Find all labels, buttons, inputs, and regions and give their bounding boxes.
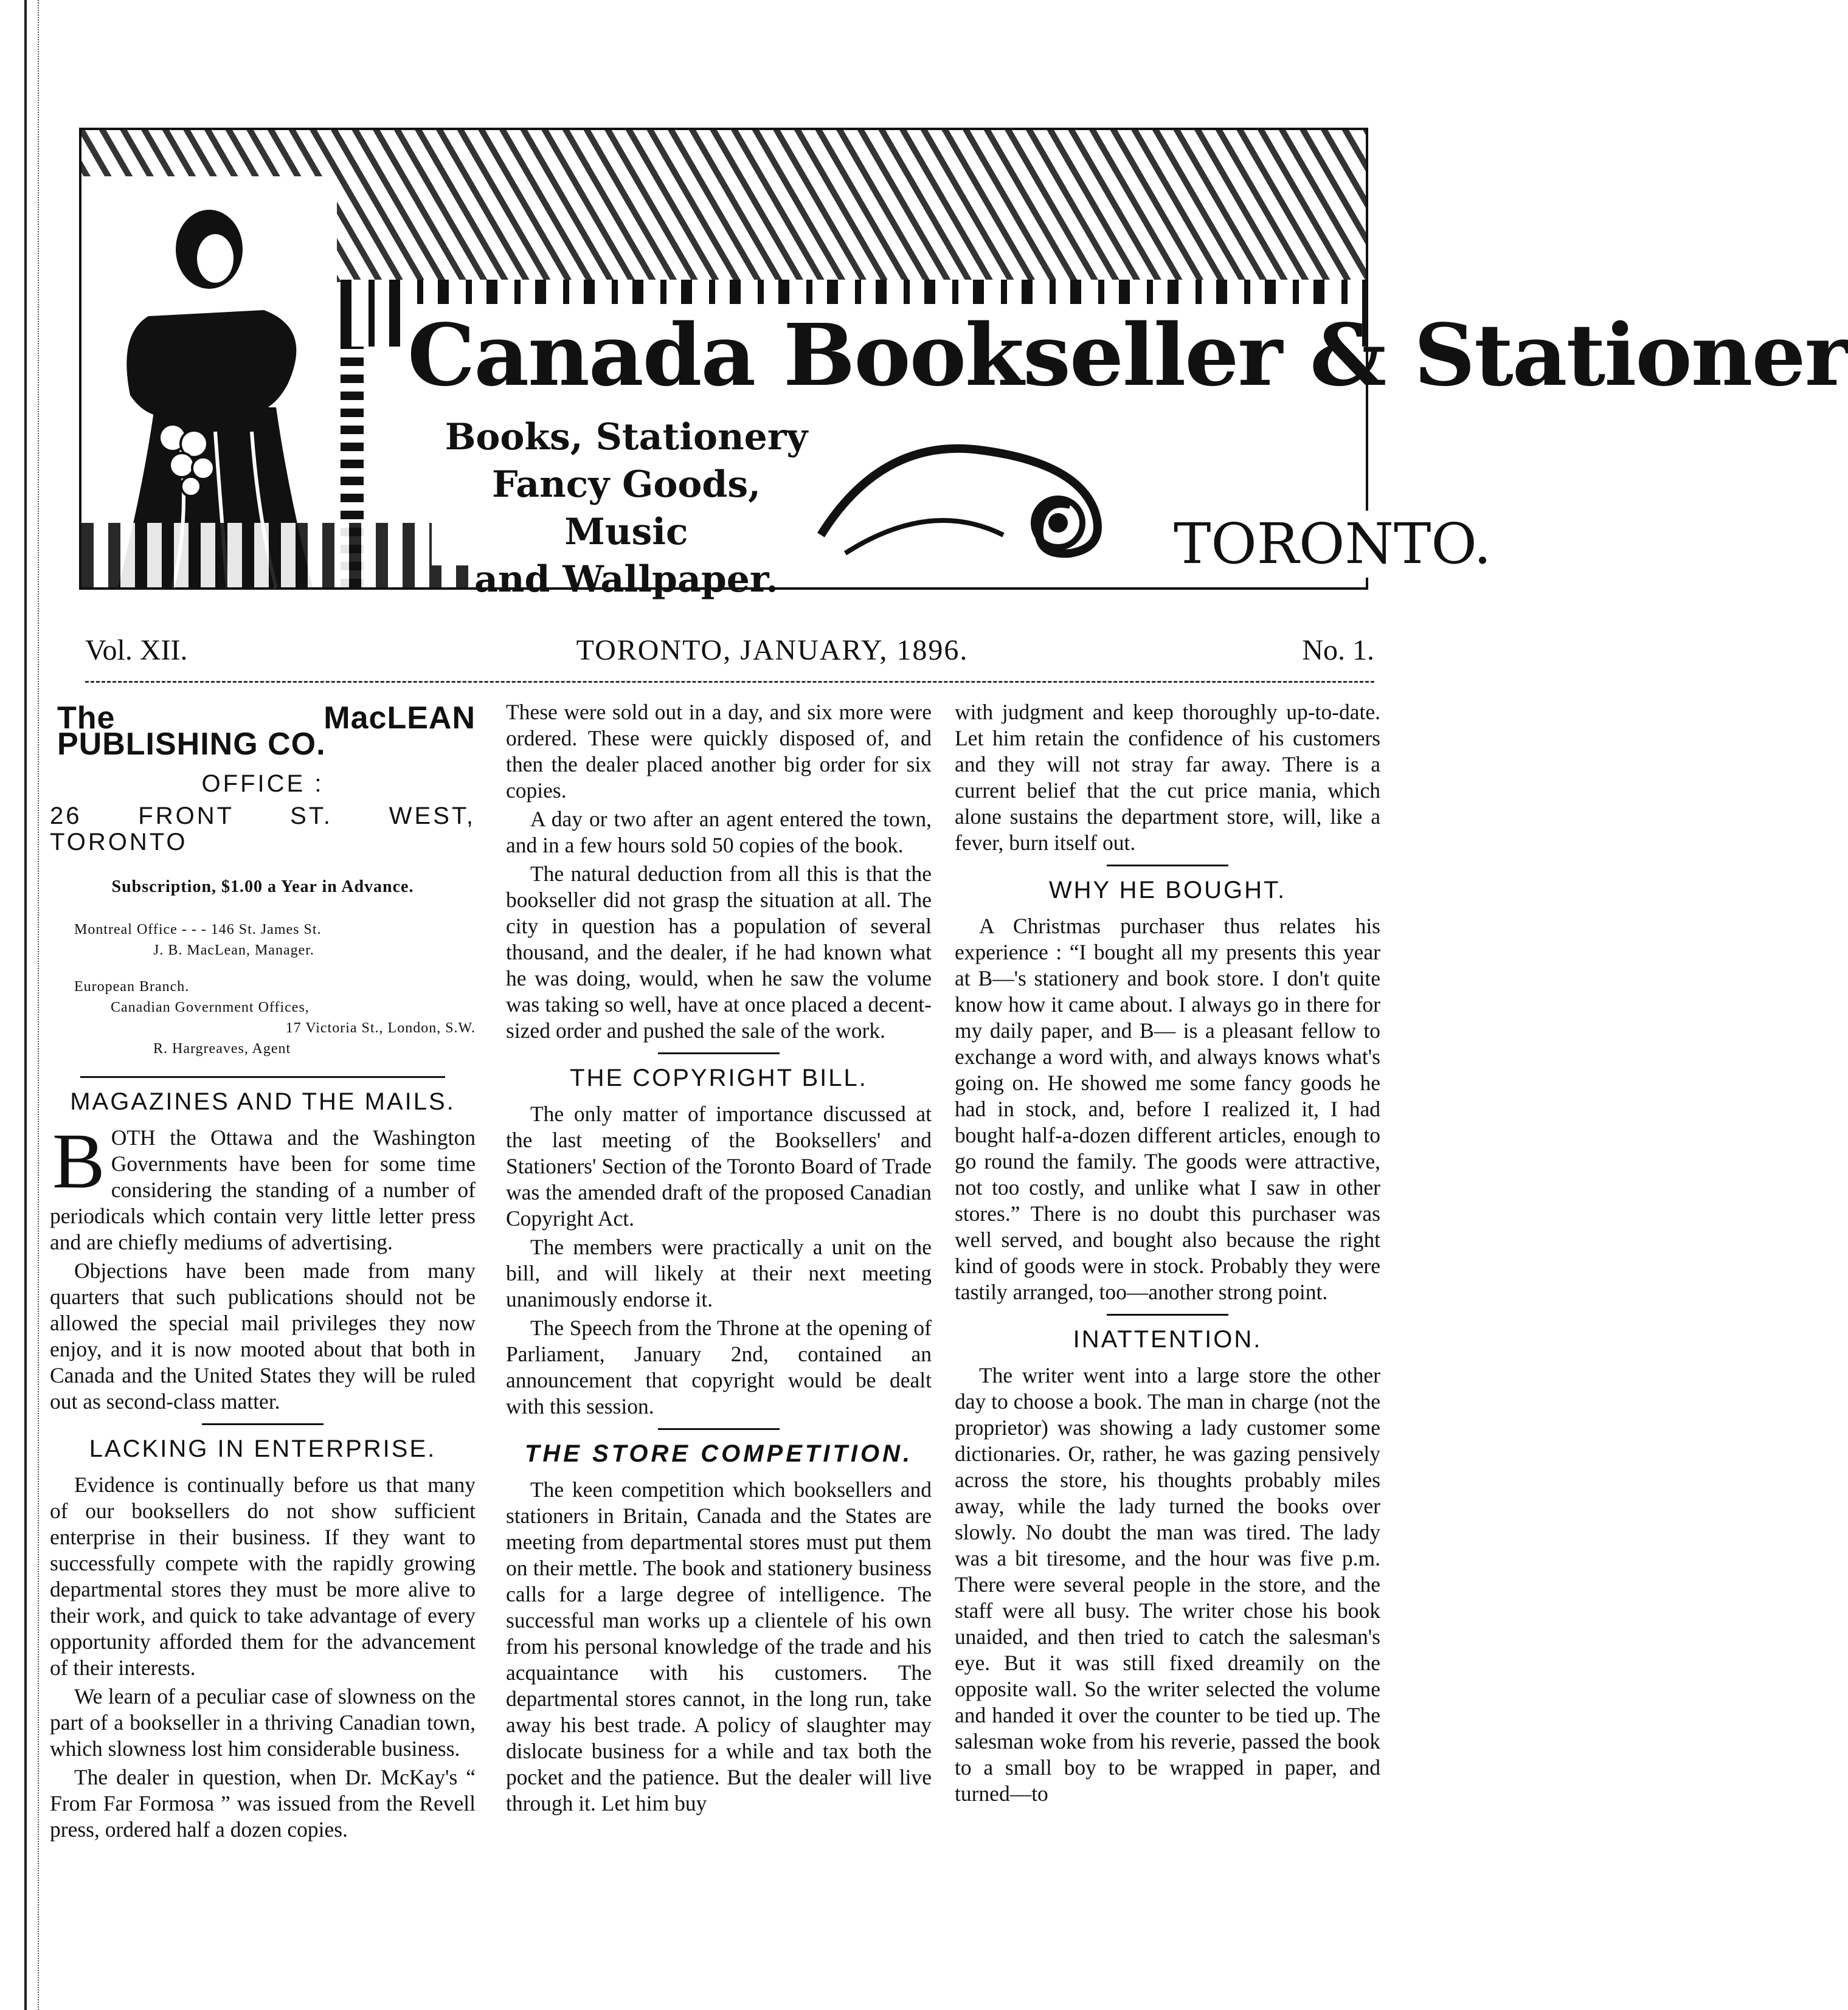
european-branch: European Branch. [74, 979, 190, 995]
article-text: OTH the Ottawa and the Washington Governments have been for some time considering the standing of a number of periodicals which contain very little letter press and are chiefly mediums of advertising. [50, 1125, 476, 1254]
masthead-subtitle-line: Fancy Goods, Music [491, 463, 761, 553]
section-divider [1107, 1314, 1228, 1316]
section-divider [202, 1423, 324, 1425]
article-paragraph: The natural deduction from all this is that the bookseller did not grasp the situation at all. The city in question has a population of several thousand, and the dealer, if he had known what he was doing, would, when he saw the volume was taking so well, have at once placed a decent-sized order and pushed the sale of the work. [506, 862, 932, 1043]
article-heading-magazines: MAGAZINES AND THE MAILS. [70, 1088, 455, 1115]
article-heading-inattention: INATTENTION. [1073, 1326, 1262, 1353]
article-heading-copyright: THE COPYRIGHT BILL. [570, 1065, 868, 1091]
european-office: Canadian Government Offices, [111, 1000, 310, 1015]
section-divider [658, 1428, 780, 1430]
column-3 [955, 699, 1380, 1982]
article-paragraph: The Speech from the Throne at the opening of Parliament, January 2nd, contained an announcement that copyright would be dealt with this session. [506, 1316, 932, 1418]
publisher-address: 26 FRONT ST. WEST, TORONTO [50, 803, 476, 855]
article-paragraph: Evidence is continually before us that many of our booksellers do not show sufficient enterprise in their business. If they want to successfully compete with the rapidly growing departmental stores they must be more alive to their work, and quick to take advantage of every opportunity afforded them for the advancement of their interests. [50, 1473, 476, 1680]
drop-cap-letter: B [52, 1117, 105, 1205]
montreal-manager: J. B. MacLean, Manager. [153, 942, 314, 958]
article-paragraph [50, 1117, 476, 1255]
publisher-subscription: Subscription, $1.00 a Year in Advance. [111, 877, 414, 896]
issue-volume: Vol. XII. [85, 634, 188, 666]
publisher-office-label: OFFICE : [201, 770, 324, 797]
article-paragraph: These were sold out in a day, and six more were ordered. These were quickly disposed of, and then the dealer placed another big order for six copies. [506, 700, 932, 803]
section-divider [80, 1076, 445, 1078]
masthead-subtitle-line: Books, Stationery [445, 416, 808, 458]
masthead-city: TORONTO. [1174, 511, 1492, 576]
masthead-scroll-ornament [809, 413, 1149, 572]
section-divider [658, 1052, 780, 1054]
column-1 [50, 699, 476, 1982]
article-paragraph: with judgment and keep thoroughly up-to-date. Let him retain the confidence of his customers and they will not stray far away. There is a current belief that the cut price mania, which alone sustains the department store, will, like a fever, burn itself out. [955, 700, 1380, 855]
masthead-subtitle [432, 413, 821, 601]
article-paragraph: The only matter of importance discussed at the last meeting of the Booksellers' and Stationers' Section of the Toronto Board of Trade was the amended draft of the proposed Canadian Copyright Act. [506, 1102, 932, 1231]
article-heading-why: WHY HE BOUGHT. [1048, 877, 1287, 903]
article-paragraph: The members were practically a unit on the bill, and will likely at their next meeting unanimously endorse it. [506, 1235, 932, 1311]
montreal-office: Montreal Office - - - 146 St. James St. [74, 922, 322, 938]
article-paragraph: A Christmas purchaser thus relates his experience : “I bought all my presents this year at B—'s stationery and book store. I don't quite know how it came about. I always go in there for my daily paper, and B— is a pleasant fellow to exchange a word with, and always knows what's going on. He showed me some fancy goods he had in stock, and, before I realized it, I had bought half-a-dozen different articles, enough to go round the family. The goods were attractive, not too costly, and unlike what I saw in other stores.” There is no doubt this purchaser was well served, and bought also because the right kind of goods were in stock. Probably they were tastily arranged, too—another strong point. [955, 914, 1380, 1304]
dateline-rule [85, 681, 1374, 683]
section-divider [1107, 865, 1228, 866]
page-left-dotted-rule [38, 0, 40, 2010]
article-heading-store: THE STORE COMPETITION. [524, 1440, 913, 1467]
article-paragraph: We learn of a peculiar case of slowness on the part of a bookseller in a thriving Canadian town, which slowness lost him considerable business. [50, 1684, 476, 1761]
article-paragraph: Objections have been made from many quarters that such publications should not be allowed the special mail privileges they now enjoy, and it is now mooted about that both in Canada and the United States they will be ruled out as second-class matter. [50, 1259, 476, 1414]
issue-dateline [85, 632, 1374, 669]
article-paragraph: The writer went into a large store the other day to choose a book. The man in charge (not the proprietor) was showing a lady customer some dictionaries. Or, rather, he was gazing pensively across the store, his thoughts probably miles away, while the lady turned the books over slowly. No doubt the man was tired. The lady was a bit tiresome, and the hour was five p.m. There were several people in the store, and the staff were all busy. The writer chose his book unaided, and then tried to catch the salesman's eye. But it was still fixed dreamily on the opposite wall. So the writer selected the volume and handed it over the counter to be tied up. The salesman woke from his reverie, passed the book to a small boy to be wrapped in paper, and turned—to [955, 1363, 1380, 1806]
publisher-name: The MacLEAN PUBLISHING CO. [57, 700, 476, 762]
article-paragraph: The dealer in question, when Dr. McKay's “ From Far Formosa ” was issued from the Revell press, ordered half a dozen copies. [50, 1765, 476, 1842]
issue-date: TORONTO, JANUARY, 1896. [576, 634, 969, 666]
european-address: 17 Victoria St., London, S.W. [285, 1020, 476, 1036]
page-left-binding-rule [24, 0, 27, 2010]
article-heading-lacking: LACKING IN ENTERPRISE. [89, 1435, 437, 1462]
article-paragraph: A day or two after an agent entered the town, and in a few hours sold 50 copies of the book. [506, 807, 932, 857]
issue-number: No. 1. [1302, 634, 1374, 666]
masthead [79, 128, 1848, 601]
european-agent: R. Hargreaves, Agent [153, 1041, 291, 1057]
masthead-subtitle-line: and Wallpaper. [474, 558, 778, 601]
column-2 [506, 699, 932, 1982]
masthead-title: Canada Bookseller & Stationer [407, 304, 1362, 407]
masthead-bottom-ornament [81, 523, 471, 587]
article-paragraph: The keen competition which booksellers and stationers in Britain, Canada and the States are meeting from departmental stores must put them on their mettle. The book and stationery business calls for a large degree of intelligence. The successful man works up a clientele of his own from his personal knowledge of the trade and his acquaintance with his customers. The departmental stores cannot, in the long run, take away his best trade. A policy of slaughter may dislocate business for a while and tax both the pocket and the patience. But the dealer will live through it. Let him buy [506, 1477, 932, 1815]
